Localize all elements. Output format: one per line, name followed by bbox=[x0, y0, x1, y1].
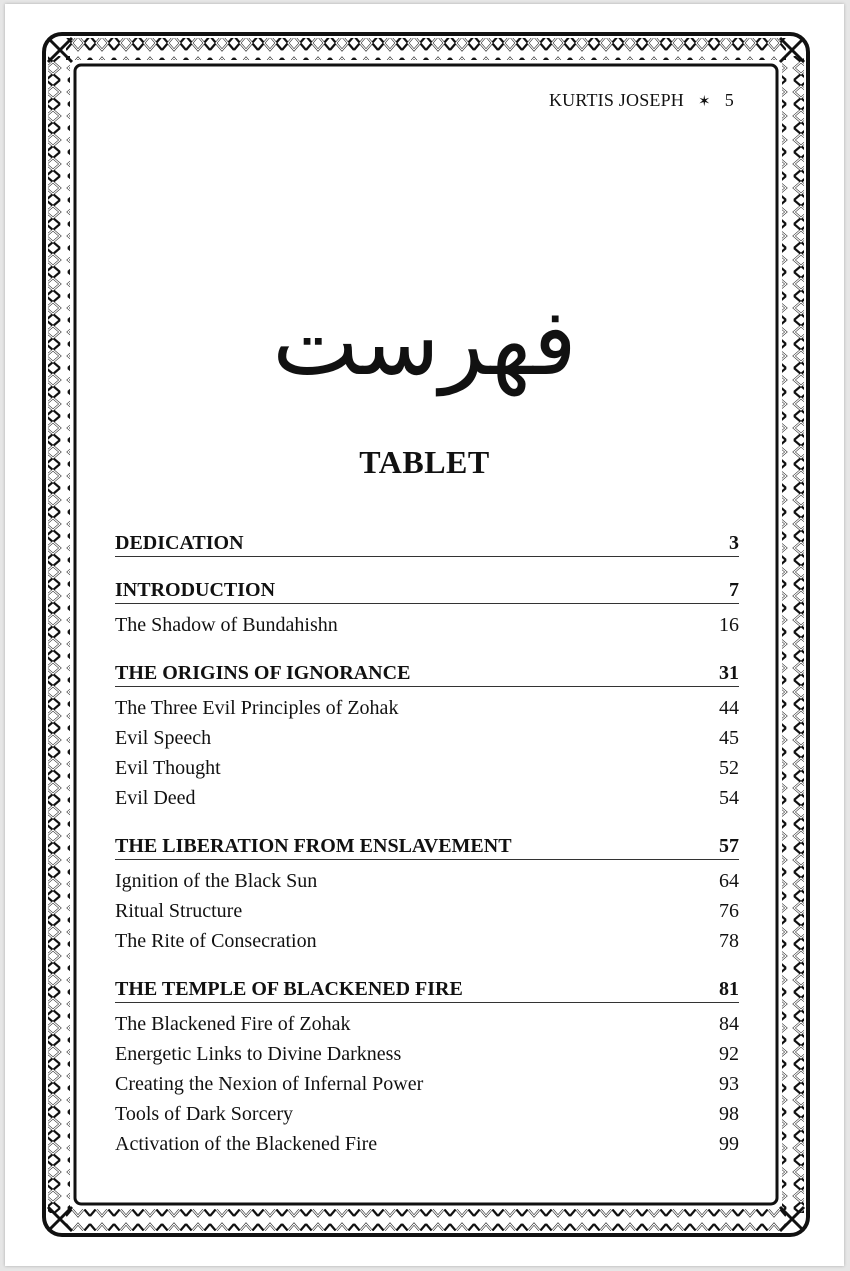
toc-section-heading[interactable] bbox=[115, 577, 739, 604]
toc-entry[interactable] bbox=[115, 1069, 739, 1099]
section-title: THE ORIGINS OF IGNORANCE bbox=[115, 662, 411, 684]
entry-page-number: 64 bbox=[719, 870, 739, 892]
entry-title: The Blackened Fire of Zohak bbox=[115, 1013, 351, 1035]
entry-page-number: 92 bbox=[719, 1043, 739, 1065]
toc-section-heading[interactable] bbox=[115, 833, 739, 860]
toc-entry[interactable] bbox=[115, 1039, 739, 1069]
entry-title: Activation of the Blackened Fire bbox=[115, 1133, 378, 1155]
entry-title: Ignition of the Black Sun bbox=[115, 870, 318, 892]
entry-title: Evil Thought bbox=[115, 757, 221, 779]
entry-title: Evil Deed bbox=[115, 787, 196, 809]
entry-title: The Shadow of Bundahishn bbox=[115, 614, 338, 636]
toc-section bbox=[115, 530, 739, 557]
section-title: THE TEMPLE OF BLACKENED FIRE bbox=[115, 978, 463, 1000]
entry-title: Ritual Structure bbox=[115, 900, 243, 922]
entry-page-number: 78 bbox=[719, 930, 739, 952]
toc-section-heading[interactable] bbox=[115, 530, 739, 557]
entry-page-number: 54 bbox=[719, 787, 739, 809]
toc-section-heading[interactable] bbox=[115, 660, 739, 687]
entry-title: The Rite of Consecration bbox=[115, 930, 317, 952]
arabic-heading: فهرست bbox=[272, 289, 577, 396]
toc-section bbox=[115, 660, 739, 813]
entry-page-number: 76 bbox=[719, 900, 739, 922]
toc-section bbox=[115, 577, 739, 640]
toc-entry[interactable] bbox=[115, 896, 739, 926]
entry-page-number: 99 bbox=[719, 1133, 739, 1155]
section-page-number: 57 bbox=[719, 835, 739, 857]
author-name: KURTIS JOSEPH bbox=[548, 90, 685, 110]
toc-entry[interactable] bbox=[115, 1129, 739, 1159]
section-page-number: 7 bbox=[729, 579, 739, 601]
running-header bbox=[549, 90, 734, 111]
toc-entry[interactable] bbox=[115, 693, 739, 723]
table-of-contents bbox=[115, 530, 739, 1179]
section-title: THE LIBERATION FROM ENSLAVEMENT bbox=[115, 835, 512, 857]
entry-title: Energetic Links to Divine Darkness bbox=[115, 1043, 402, 1065]
toc-section bbox=[115, 976, 739, 1159]
toc-entry[interactable] bbox=[115, 1099, 739, 1129]
page-number: 5 bbox=[724, 90, 734, 110]
toc-entry[interactable] bbox=[115, 926, 739, 956]
entry-page-number: 93 bbox=[719, 1073, 739, 1095]
toc-entry[interactable] bbox=[115, 610, 739, 640]
toc-section-heading[interactable] bbox=[115, 976, 739, 1003]
toc-entry[interactable] bbox=[115, 723, 739, 753]
entry-page-number: 44 bbox=[719, 697, 739, 719]
entry-page-number: 16 bbox=[719, 614, 739, 636]
entry-page-number: 84 bbox=[719, 1013, 739, 1035]
section-page-number: 31 bbox=[719, 662, 739, 684]
entry-page-number: 98 bbox=[719, 1103, 739, 1125]
section-title: INTRODUCTION bbox=[115, 579, 276, 601]
book-page bbox=[5, 4, 844, 1266]
toc-entry[interactable] bbox=[115, 753, 739, 783]
entry-page-number: 45 bbox=[719, 727, 739, 749]
entry-page-number: 52 bbox=[719, 757, 739, 779]
section-page-number: 81 bbox=[719, 978, 739, 1000]
section-page-number: 3 bbox=[729, 532, 739, 554]
entry-title: Evil Speech bbox=[115, 727, 212, 749]
entry-title: Tools of Dark Sorcery bbox=[115, 1103, 293, 1125]
toc-entry[interactable] bbox=[115, 1009, 739, 1039]
toc-entry[interactable] bbox=[115, 783, 739, 813]
toc-entry[interactable] bbox=[115, 866, 739, 896]
page-title: TABLET bbox=[359, 444, 490, 480]
entry-title: Creating the Nexion of Infernal Power bbox=[115, 1073, 424, 1095]
star-separator-icon: ✶ bbox=[698, 91, 711, 110]
toc-section bbox=[115, 833, 739, 956]
section-title: DEDICATION bbox=[115, 532, 244, 554]
entry-title: The Three Evil Principles of Zohak bbox=[115, 697, 399, 719]
